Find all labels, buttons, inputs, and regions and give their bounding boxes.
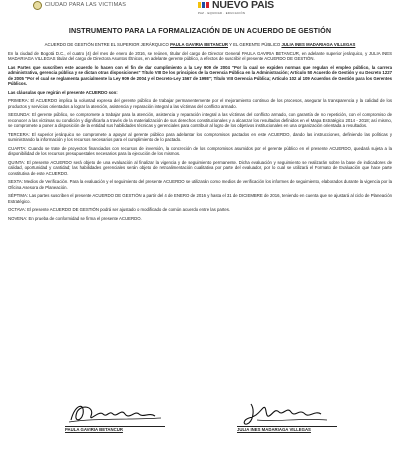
paragraph-legal-basis: Las Partes que suscriben este acuerdo lo hacen con el fin de dar cumplimiento a la Ley 909 de 2004 "Por la cual se expiden normas que regulan el empleo público, la carrera administrativa, gerencia pública y se dictan otras disposiciones" Título VIII De los principios de la Gerencia Pública en la Administración; Artículo 50 Acuerdo de Gestión y su Decreto 1227 de 2005 "Por el cual se reglamenta parcialmente la Ley 909 de 2004 y el Decreto-Ley 1567 de 1998"; Título VIII Gerencia Pública; Artículo 102 al 109 Acuerdos de Gestión para los Gerentes Públicos. (8, 64, 392, 86)
signature-block (65, 400, 365, 448)
intro-mid: Y EL GERENTE PÚBLICO (229, 42, 281, 47)
clause-segunda: SEGUNDA: El gerente público, se compromete a trabajar para la atención, asistencia y reparación integral a las víctimas del conflicto armado, con garantía de no repetición, con el compromiso de reconocer a las víctimas su condición y dignificarla a través de la materialización de sus derechos constitucionales y a alcanzar los resultados definidos en el Mapa Estratégico 2014 - 2018; así mismo, se compromete a poner a disposición de la entidad sus habilidades técnicas y gerenciales para contribuir al logro de los objetivos institucionales en una organización orientada a resultados. (8, 112, 392, 128)
government-logo (33, 1, 126, 10)
signer-name-right: JULIA INES MADARIAGA VILLEGAS (237, 427, 311, 432)
handwritten-signature-icon (237, 400, 347, 426)
clause-quinta: QUINTA: El presente ACUERDO será objeto de una evaluación al finalizar la vigencia y de seguimiento permanente. Dicha evaluación y seguimiento se realizarán sobre la base de indicadores de calidad, oportunidad y cantidad; las habilidades gerenciales serán objeto de retroalimentación cualitativa por parte del evaluador, por lo cual se utilizará el Formato de Evaluación que hace parte constitutiva de este ACUERDO. (8, 159, 392, 176)
intro-line (8, 42, 392, 48)
letterhead (0, 0, 400, 20)
clause-primera: PRIMERA: El ACUERDO implica la voluntad expresa del gerente público de trabajar permanentemente por el mejoramiento continuo de los procesos, asegurar la transparencia y la calidad de los productos y servicios orientados a lograr la atención, asistencia y reparación integral a las víctimas del conflicto armado. (8, 98, 392, 109)
clauses-heading: Las cláusulas que regirán el presente ACUERDO son: (8, 89, 118, 95)
clause-novena: NOVENA: En prueba de conformidad se firma el presente ACUERDO. (8, 215, 142, 221)
flag-stripes-icon (198, 2, 210, 8)
document-body (8, 42, 392, 224)
nuevo-pais-subtitle: PAZ · EQUIDAD · EDUCACIÓN (198, 10, 246, 15)
signer-name-left: PAULA GAVIRIA BETANCUR (65, 427, 123, 432)
intro-lead: ACUERDO DE GESTIÓN ENTRE EL SUPERIOR JERÁRQUICO (44, 42, 169, 47)
superior-name: PAULA GAVIRIA BETANCUR (170, 42, 228, 47)
nuevo-pais-title: NUEVO PAÍS (212, 0, 274, 11)
paragraph-parties: En la ciudad de Bogotá D.C., el cuatro (4) del mes de enero de 2016, se reúnen, titular del cargo de Director General PAULA GAVIRIA BETANCUR, en adelante superior jerárquico, y JULIA INES MADARIAGA VILLEGAS titular del cargo de Directora Asuntos Étnicos, en adelante gerente público, a efectos de suscribir el presente ACUERDO DE GESTIÓN. (8, 50, 392, 61)
crest-icon (33, 1, 42, 10)
document-title: INSTRUMENTO PARA LA FORMALIZACIÓN DE UN ACUERDO DE GESTIÓN (68, 26, 332, 35)
clause-octava: OCTAVA: El presente ACUERDO DE GESTIÓN podrá ser ajustado o modificado de común acuerdo entre las partes. (8, 207, 231, 212)
gerente-name: JULIA INES MADARIAGA VILLEGAS (281, 42, 356, 47)
clause-tercera: TERCERA: El superior jerárquico se compromete a apoyar al gerente público para adelantar los compromisos pactados en este ACUERDO, dando las instrucciones, definiendo las políticas y suministrando la información y los recursos necesarios para el cumplimiento de lo pactado. (8, 131, 392, 142)
handwritten-signature-icon (65, 400, 175, 426)
clause-sexta: SEXTA: Medios de Verificación. Para la evaluación y el seguimiento del presente ACUERDO se utilizarán como medios de verificación los informes de seguimiento, elaborados durante la vigencia por la Oficina Asesora de Planeación. (8, 179, 392, 190)
clause-septima: SÉPTIMA: Las partes suscriben el presente ACUERDO DE GESTIÓN a partir del 4 de ENERO de 2016 y hasta el 31 de DICIEMBRE de 2016, teniendo en cuenta que se ajustará al ciclo de Planeación Estratégico. (8, 193, 392, 204)
government-logo-text: CIUDAD PARA LAS VICTIMAS (45, 1, 127, 8)
clause-cuarta: CUARTA: Cuando se trate de proyectos financiados con recursos de inversión, la concreción de los compromisos asumidos por el gerente público en el presente ACUERDO, quedará sujeta a la disponibilidad de los recursos presupuestales necesarios para la ejecución de los mismos. (8, 145, 392, 156)
nuevo-pais-logo (198, 0, 274, 15)
